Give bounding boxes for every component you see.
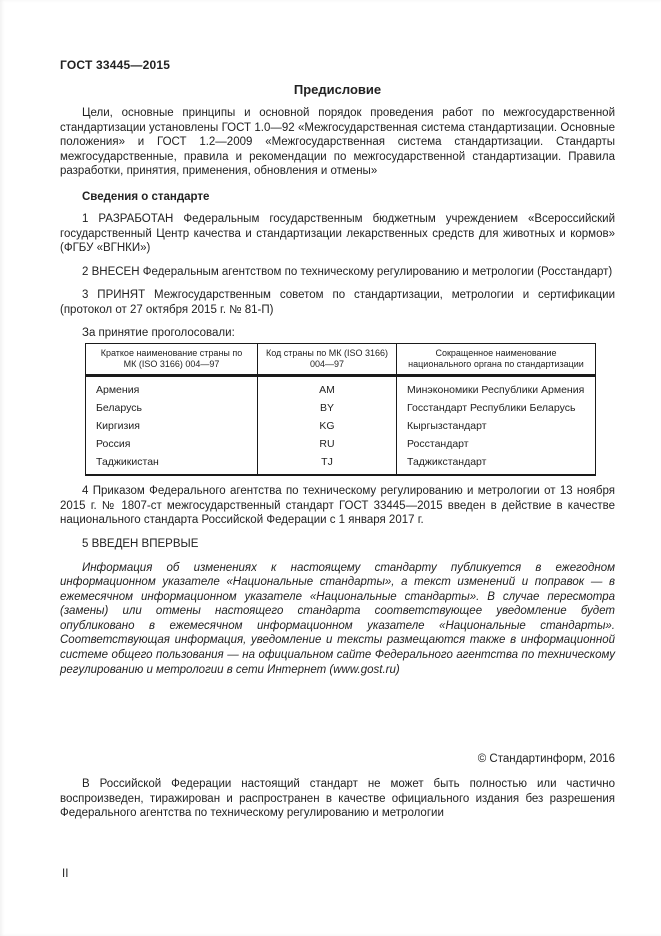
vote-table-body [86, 376, 596, 476]
vote-table-header-body: Сокращенное наименование национального органа по стандартизации [397, 344, 596, 376]
vote-table-row [86, 376, 596, 399]
amendments-note: Информация об изменениях к настоящему стандарту публикуется в ежегодном информационном указателе «Национальные стандарты», а текст изменений и поправок — в ежемесячном информационном указателе «Национальные стандарты». В случае пересмотра (замены) или отмены настоящего стандарта соответствующее уведомление будет опубликовано в ежемесячном информационном указателе «Национальные стандарты». Соответствующая информация, уведомление и тексты размещаются также в информационной системе общего пользования — на официальном сайте Федерального агентства по техническому регулированию и метрологии в сети Интернет (www.gost.ru) [60, 561, 615, 676]
vote-table-row [86, 417, 596, 435]
country-name: Армения [86, 376, 258, 399]
vote-table-row [86, 453, 596, 476]
doc-code: ГОСТ 33445—2015 [60, 58, 171, 72]
country-code: RU [258, 435, 397, 453]
intro-paragraph: Цели, основные принципы и основной порядок проведения работ по межгосударственной стандартизации установлены ГОСТ 1.0—92 «Межгосударственная система стандартизации. Основные положения» и ГОСТ 1.2—2009 «Межгосударственная система стандартизации. Стандарты межгосударственные, правила и рекомендации по межгосударственной стандартизации. Правила разработки, принятия, применения, обновления и отмены» [60, 107, 615, 178]
vote-table [85, 343, 596, 476]
country-code: KG [258, 417, 397, 435]
standard-item-first-introduced: 5 ВВЕДЕН ВПЕРВЫЕ [82, 537, 199, 550]
standards-body: Росстандарт [397, 435, 596, 453]
country-name: Таджикистан [86, 453, 258, 476]
vote-table-header [86, 344, 596, 376]
standards-body: Кыргызстандарт [397, 417, 596, 435]
page-number: II [62, 868, 69, 880]
standards-body: Таджикстандарт [397, 453, 596, 476]
copyright-line: © Стандартинформ, 2016 [477, 753, 615, 766]
country-code: AM [258, 376, 397, 399]
country-code: TJ [258, 453, 397, 476]
standards-body: Госстандарт Республики Беларусь [397, 399, 596, 417]
country-name: Россия [86, 435, 258, 453]
country-name: Киргизия [86, 417, 258, 435]
standard-item-submitted: 2 ВНЕСЕН Федеральным агентством по техническому регулированию и метрологии (Росстандарт) [82, 265, 613, 278]
country-code: BY [258, 399, 397, 417]
country-name: Беларусь [86, 399, 258, 417]
vote-table-header-country: Краткое наименование страны по МК (ISO 3166) 004—97 [86, 344, 258, 376]
vote-table-row [86, 435, 596, 453]
standard-item-adopted: 3 ПРИНЯТ Межгосударственным советом по стандартизации, метрологии и сертификации (протокол от 27 октября 2015 г. № 81-П) [60, 289, 615, 316]
standards-body: Минэкономики Республики Армения [397, 376, 596, 399]
reproduction-restriction: В Российской Федерации настоящий стандарт не может быть полностью или частично воспроизведен, тиражирован и распространен в качестве официального издания без разрешения Федерального агентства по техническому регулированию и метрологии [60, 778, 615, 820]
section-heading: Сведения о стандарте [82, 190, 210, 203]
standard-item-developed: 1 РАЗРАБОТАН Федеральным государственным бюджетным учреждением «Всероссийский государственный Центр качества и стандартизации лекарственных средств для животных и кормов» (ФГБУ «ВГНКИ») [60, 212, 615, 255]
standard-item-order: 4 Приказом Федерального агентства по техническому регулированию и метрологии от 13 ноября 2015 г. № 1807-ст межгосударственный стандарт ГОСТ 33445—2015 введен в действие в качестве национального стандарта Российской Федерации с 1 января 2017 г. [60, 485, 615, 527]
page-title: Предисловие [293, 82, 382, 97]
vote-table-row [86, 399, 596, 417]
vote-lead: За принятие проголосовали: [82, 326, 235, 339]
vote-table-header-code: Код страны по МК (ISO 3166) 004—97 [258, 344, 397, 376]
